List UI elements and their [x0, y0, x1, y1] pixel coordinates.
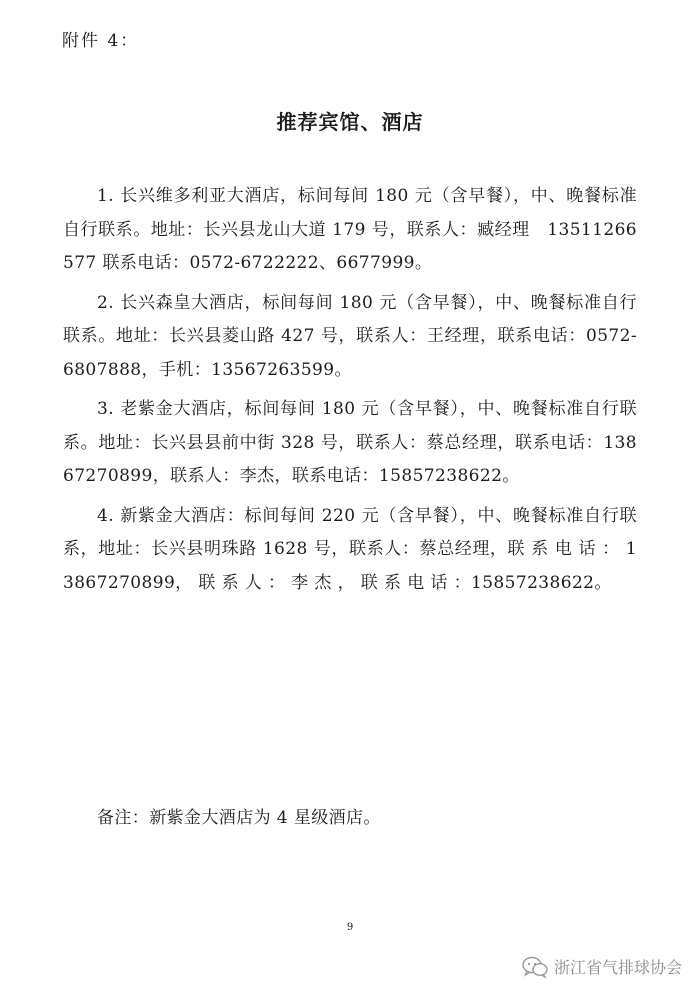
page-title: 推荐宾馆、酒店 [276, 110, 424, 134]
hotel-paragraph-3: 3. 老紫金大酒店，标间每间 180 元（含早餐），中、晚餐标准自行联系。地址：长兴县县前中街 328 号，联系人：蔡总经理，联系电话：13867270899，联系人：李杰，联系电话：15857238622。 [63, 399, 637, 486]
wechat-icon [522, 956, 548, 978]
wechat-watermark [522, 955, 682, 978]
hotel-paragraph-1: 1. 长兴维多利亚大酒店，标间每间 180 元（含早餐），中、晚餐标准自行联系。地址：长兴县龙山大道 179 号，联系人：臧经理 13511266577 联系电话：0572-6722222、6677999。 [63, 186, 637, 273]
hotel-paragraph-4: 4. 新紫金大酒店：标间每间 220 元（含早餐），中、晚餐标准自行联系，地址：长兴县明珠路 1628 号，联系人：蔡总经理，联 系 电 话 ： 13867270899， 联 系 人 ： 李 杰 ， 联 系 电 话 ：15857238622。 [63, 505, 637, 593]
hotel-list [63, 180, 637, 606]
hotel-paragraph-2: 2. 长兴森皇大酒店，标间每间 180 元（含早餐），中、晚餐标准自行联系。地址：长兴县菱山路 427 号，联系人：王经理，联系电话：0572-6807888，手机：13567263599。 [63, 292, 637, 380]
remark-note: 备注：新紫金大酒店为 4 星级酒店。 [97, 808, 381, 828]
page-number: 9 [346, 922, 354, 933]
attachment-label: 附件 4： [62, 31, 140, 51]
watermark-text: 浙江省气排球协会 [553, 958, 682, 977]
